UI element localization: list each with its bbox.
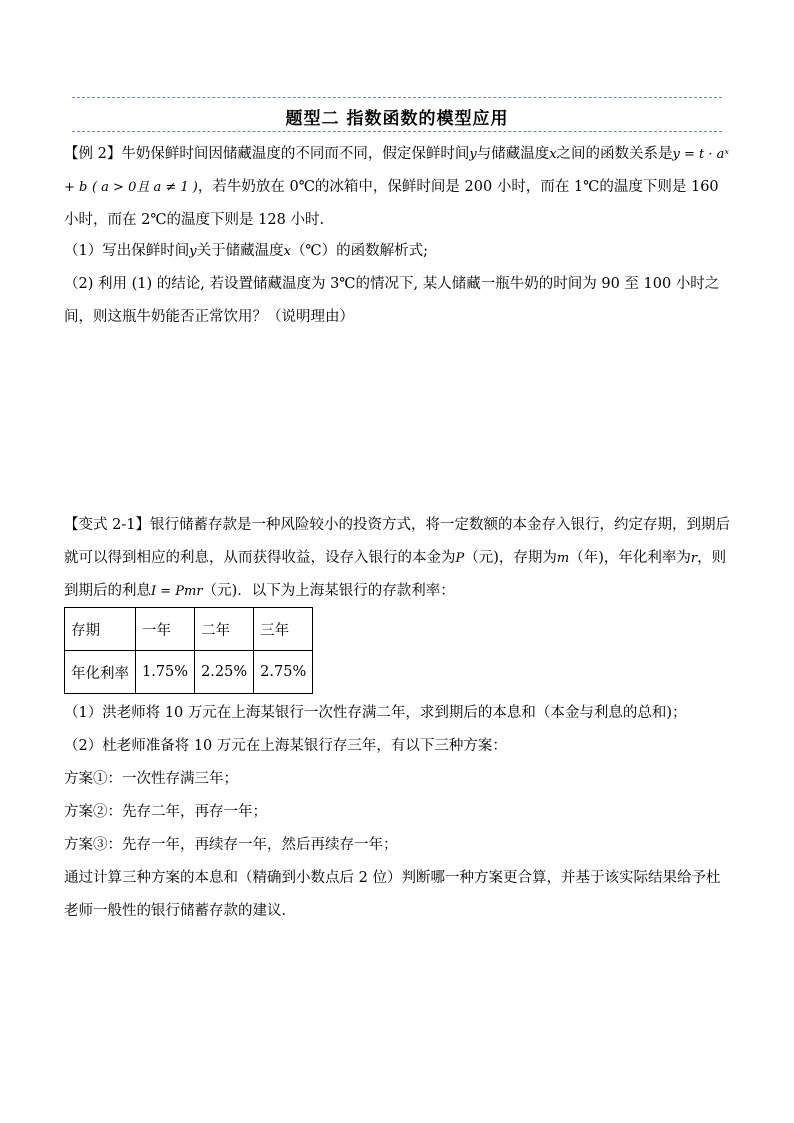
plan-2: 方案②：先存二年，再存一年； <box>64 804 267 820</box>
function-formula: y = t · aˣ + b <box>64 147 730 195</box>
interest-formula: I = Pmr <box>151 584 203 599</box>
section-title: 题型二 指数函数的模型应用 <box>285 109 509 129</box>
table-cell: 三年 <box>254 608 313 651</box>
bottom-divider <box>72 131 722 132</box>
variant-question-1: （1）洪老师将 10 万元在上海某银行一次性存满二年，求到期后的本息和（本金与利息的总和)； <box>64 705 687 721</box>
variant-2-1-questions <box>64 697 732 928</box>
table-cell: 年化利率 <box>65 651 136 694</box>
table-cell: 2.75% <box>254 651 313 694</box>
table-cell: 1.75% <box>136 651 195 694</box>
table-cell: 存期 <box>65 608 136 651</box>
example-2-stem: 【例 2】牛奶保鲜时间因储藏温度的不同而不同，假定保鲜时间y与储藏温度x之间的函数关系是y = t · aˣ + b ( a > 0且 a ≠ 1 )，若牛奶放在 0℃的冰箱中，保鲜时间是 200 小时，而在 1℃的温度下则是 160 小时，而在 2℃的温度下则是 128 小时. <box>64 146 730 228</box>
table-row <box>65 651 313 694</box>
table-row <box>65 608 313 651</box>
parameter-condition: ( a > 0且 a ≠ 1 ) <box>91 180 198 195</box>
plan-1: 方案①：一次性存满三年； <box>64 771 238 787</box>
table-cell: 二年 <box>195 608 254 651</box>
plan-3: 方案③：先存一年，再续存一年，然后再续存一年； <box>64 837 398 853</box>
var-y: y <box>469 147 477 162</box>
table-cell: 一年 <box>136 608 195 651</box>
conclusion-instruction: 通过计算三种方案的本息和（精确到小数点后 2 位）判断哪一种方案更合算，并基于该实际结果给予杜老师一般性的银行储蓄存款的建议． <box>64 870 721 919</box>
top-divider <box>72 97 722 98</box>
table-cell: 2.25% <box>195 651 254 694</box>
example-2-question-1: （1）写出保鲜时间y关于储藏温度x（℃）的函数解析式; <box>64 243 429 259</box>
example-2-tag: 【例 2】 <box>64 146 122 162</box>
variant-2-1-stem: 【变式 2-1】银行储蓄存款是一种风险较小的投资方式，将一定数额的本金存入银行，约定存期，到期后就可以得到相应的利息，从而获得收益，设存入银行的本金为P（元)，存期为m（年)，年化利率为r，则到期后的利息I = Pmr（元)．以下为上海某银行的存款利率： <box>64 517 730 599</box>
interest-rate-table <box>64 607 313 694</box>
variant-2-1-tag: 【变式 2-1】 <box>64 517 150 533</box>
variant-question-2: （2）杜老师准备将 10 万元在上海某银行存三年，有以下三种方案： <box>64 738 507 754</box>
example-2-question-2: （2) 利用 (1) 的结论, 若设置储藏温度为 3℃的情况下, 某人储藏一瓶牛奶的时间为 90 至 100 小时之间，则这瓶牛奶能否正常饮用？（说明理由） <box>64 276 720 325</box>
var-x: x <box>549 147 557 162</box>
